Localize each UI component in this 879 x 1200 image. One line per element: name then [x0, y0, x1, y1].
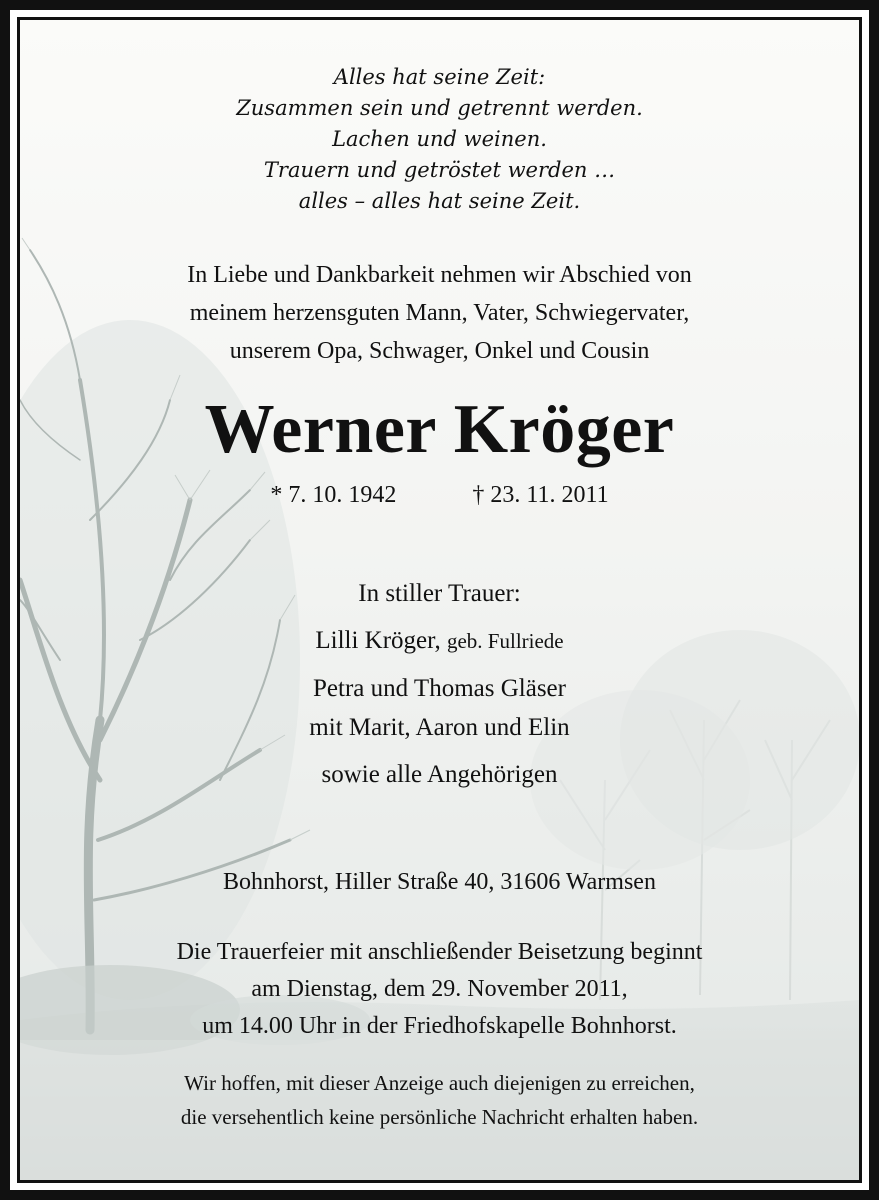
poem-line: Trauern und getröstet werden … — [263, 158, 616, 182]
note-line: die versehentlich keine persönliche Nachricht erhalten haben. — [180, 1105, 699, 1129]
life-dates — [20, 482, 859, 509]
birth-date: * 7. 10. 1942 — [270, 482, 397, 508]
family-line: mit Marit, Aaron und Elin — [309, 714, 570, 741]
spouse-maiden-name: geb. Fullriede — [446, 629, 564, 653]
intro-line: In Liebe und Dankbarkeit nehmen wir Abschied von — [187, 262, 692, 288]
note-line: Wir hoffen, mit dieser Anzeige auch diejenigen zu erreichen, — [184, 1071, 695, 1095]
obituary-card — [17, 17, 862, 1183]
mourners-heading: In stiller Trauer: — [358, 580, 521, 607]
intro-line: meinem herzensguten Mann, Vater, Schwiegervater, — [189, 300, 690, 326]
spouse-name: Lilli Kröger, — [315, 627, 441, 654]
family-line: sowie alle Angehörigen — [321, 761, 558, 788]
intro-line: unserem Opa, Schwager, Onkel und Cousin — [229, 338, 650, 364]
poem-line: Zusammen sein und getrennt werden. — [236, 96, 643, 120]
funeral-line: am Dienstag, dem 29. November 2011, — [251, 976, 628, 1002]
funeral-line: Die Trauerfeier mit anschließender Beisetzung beginnt — [176, 939, 703, 965]
death-date: † 23. 11. 2011 — [472, 482, 609, 508]
poem-line: alles – alles hat seine Zeit. — [298, 189, 581, 213]
address: Bohnhorst, Hiller Straße 40, 31606 Warmsen — [223, 869, 656, 895]
poem-line: Alles hat seine Zeit: — [333, 65, 546, 89]
obituary-text — [20, 20, 859, 1180]
poem-line: Lachen und weinen. — [332, 127, 547, 151]
spouse-line — [20, 627, 859, 655]
deceased-name: Werner Kröger — [204, 391, 675, 468]
funeral-line: um 14.00 Uhr in der Friedhofskapelle Bohnhorst. — [202, 1013, 677, 1039]
family-line: Petra und Thomas Gläser — [313, 675, 566, 702]
